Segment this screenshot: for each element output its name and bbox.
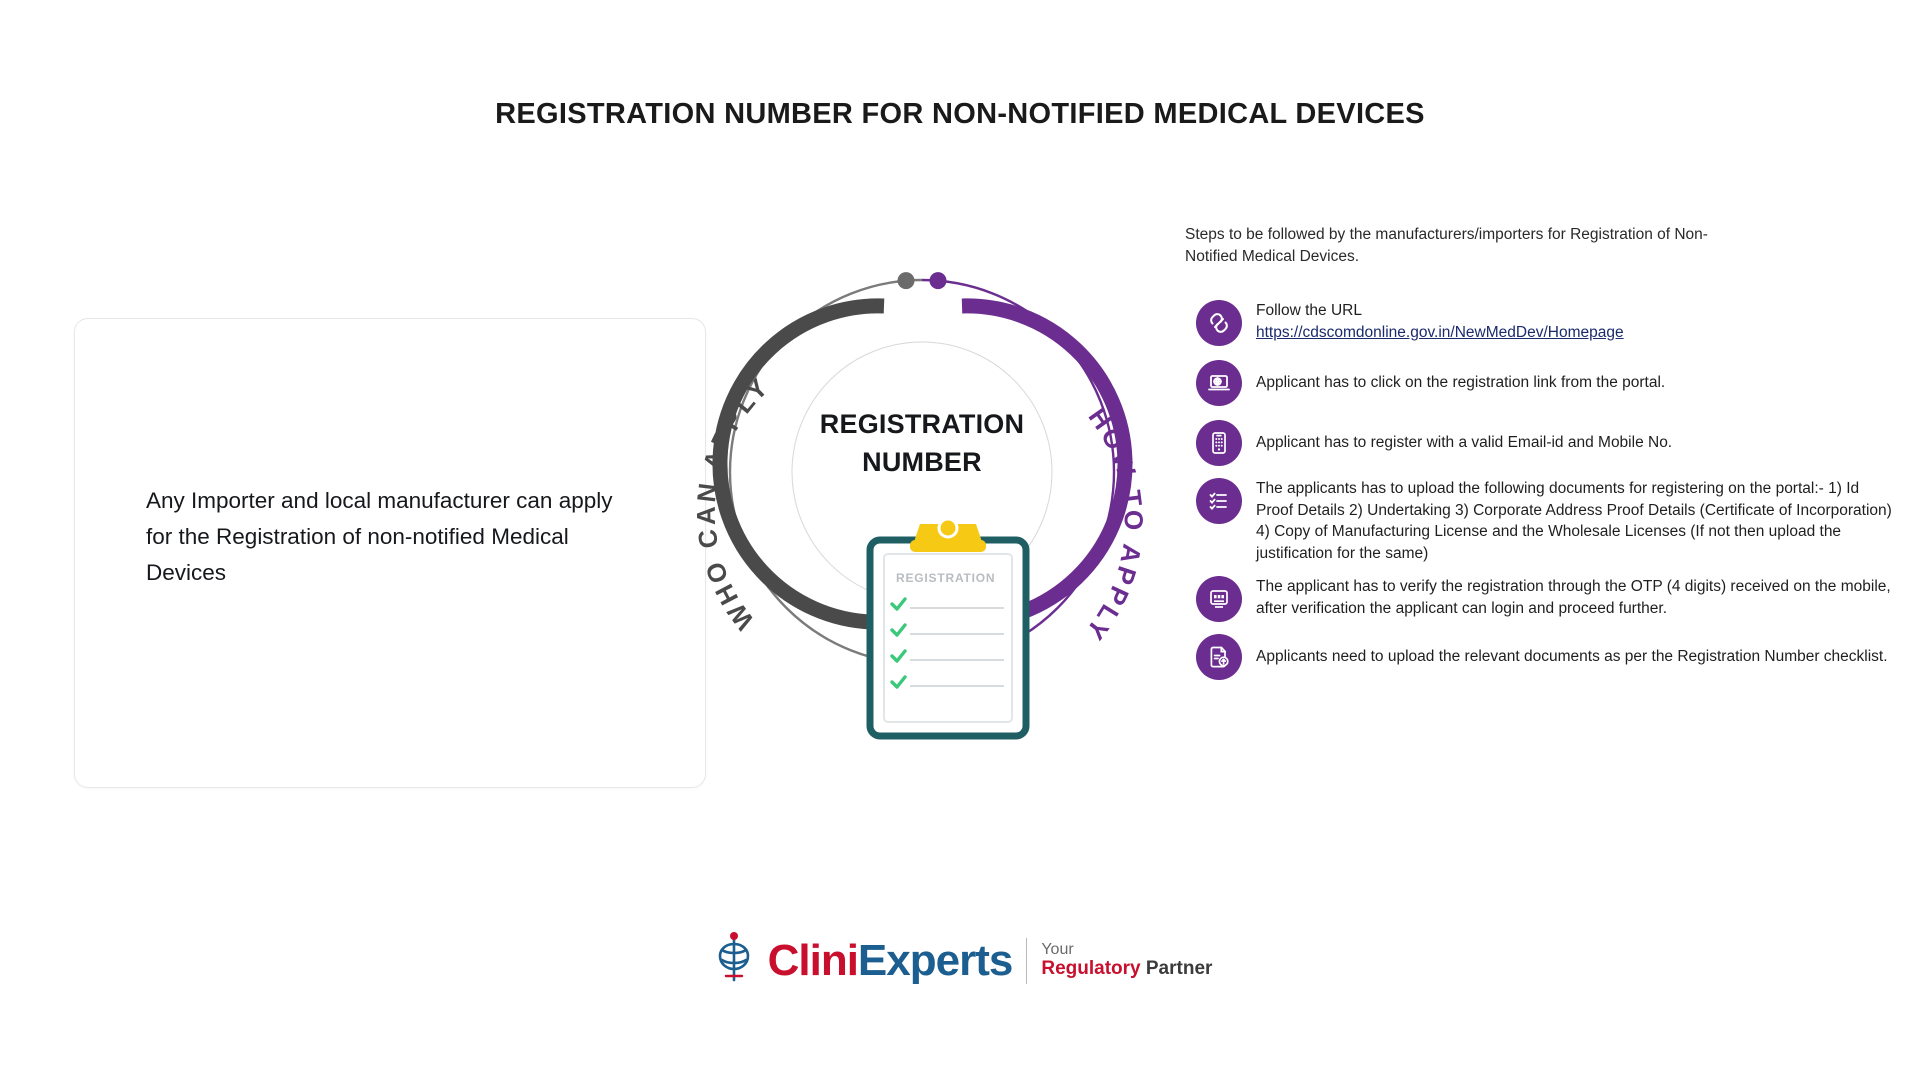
center-label-line1: REGISTRATION bbox=[819, 409, 1025, 439]
caduceus-logo-icon bbox=[708, 930, 760, 991]
footer-logo bbox=[0, 930, 1920, 991]
step-1-url[interactable]: https://cdscomdonline.gov.in/NewMedDev/Homepage bbox=[1256, 323, 1624, 341]
link-icon bbox=[1196, 300, 1242, 346]
list-item bbox=[1196, 576, 1896, 622]
clipboard-clip-ring bbox=[939, 520, 957, 537]
step-1-label: Follow the URL bbox=[1256, 302, 1362, 319]
laptop-globe-icon bbox=[1196, 360, 1242, 406]
arc-label-who-can-apply: WHO CAN APPLY bbox=[690, 370, 776, 636]
mobile-keypad-icon bbox=[1196, 420, 1242, 466]
logo-tagline bbox=[1041, 942, 1212, 979]
logo-text-experts: Experts bbox=[857, 935, 1013, 985]
step-6-text: Applicants need to upload the relevant documents as per the Registration Number checklist. bbox=[1256, 648, 1888, 665]
steps-list bbox=[1196, 300, 1896, 690]
logo-divider bbox=[1026, 938, 1027, 984]
steps-intro: Steps to be followed by the manufacturers/importers for Registration of Non-Notified Medical Devices. bbox=[1185, 226, 1708, 265]
who-can-apply-text: Any Importer and local manufacturer can apply for the Registration of non-notified Medical Devices bbox=[146, 488, 613, 585]
diagram-center-label bbox=[772, 405, 1072, 481]
clipboard-clip-base bbox=[910, 540, 986, 552]
step-5-text: The applicant has to verify the registration through the OTP (4 digits) received on the mobile, after verification the applicant can login and proceed further. bbox=[1256, 578, 1891, 617]
list-item bbox=[1196, 420, 1896, 466]
arc-label-how-to-apply: HOW TO APPLY bbox=[1078, 402, 1149, 648]
list-item bbox=[1196, 478, 1896, 564]
tagline-regulatory: Regulatory bbox=[1041, 957, 1141, 979]
list-item bbox=[1196, 300, 1896, 346]
step-1-text bbox=[1256, 300, 1624, 343]
document-upload-icon bbox=[1196, 634, 1242, 680]
logo-text-clini: Clini bbox=[767, 935, 858, 985]
step-4-text: The applicants has to upload the following documents for registering on the portal:- 1) Id Proof Details 2) Undertaking 3) Corporate Address Proof Details (Certificate of Incorporation) 4) Copy of Manufacturing License and the Wholesale Licenses (If not then upload the justification for the same) bbox=[1256, 480, 1892, 562]
clipboard-illustration bbox=[858, 520, 1038, 750]
page-title: REGISTRATION NUMBER FOR NON-NOTIFIED MEDICAL DEVICES bbox=[495, 98, 1425, 130]
tagline-line1: Your bbox=[1041, 941, 1074, 959]
clipboard-label: REGISTRATION bbox=[896, 571, 996, 585]
ring-dot-top-left bbox=[898, 272, 915, 289]
tagline-partner: Partner bbox=[1145, 957, 1213, 979]
step-2-text: Applicant has to click on the registration link from the portal. bbox=[1256, 374, 1666, 391]
list-item bbox=[1196, 634, 1896, 680]
step-3-text: Applicant has to register with a valid Email-id and Mobile No. bbox=[1256, 434, 1673, 451]
list-item bbox=[1196, 360, 1896, 406]
checklist-icon bbox=[1196, 478, 1242, 524]
otp-phone-icon bbox=[1196, 576, 1242, 622]
center-label-line2: NUMBER bbox=[862, 447, 982, 477]
ring-dot-top-right bbox=[930, 272, 947, 289]
